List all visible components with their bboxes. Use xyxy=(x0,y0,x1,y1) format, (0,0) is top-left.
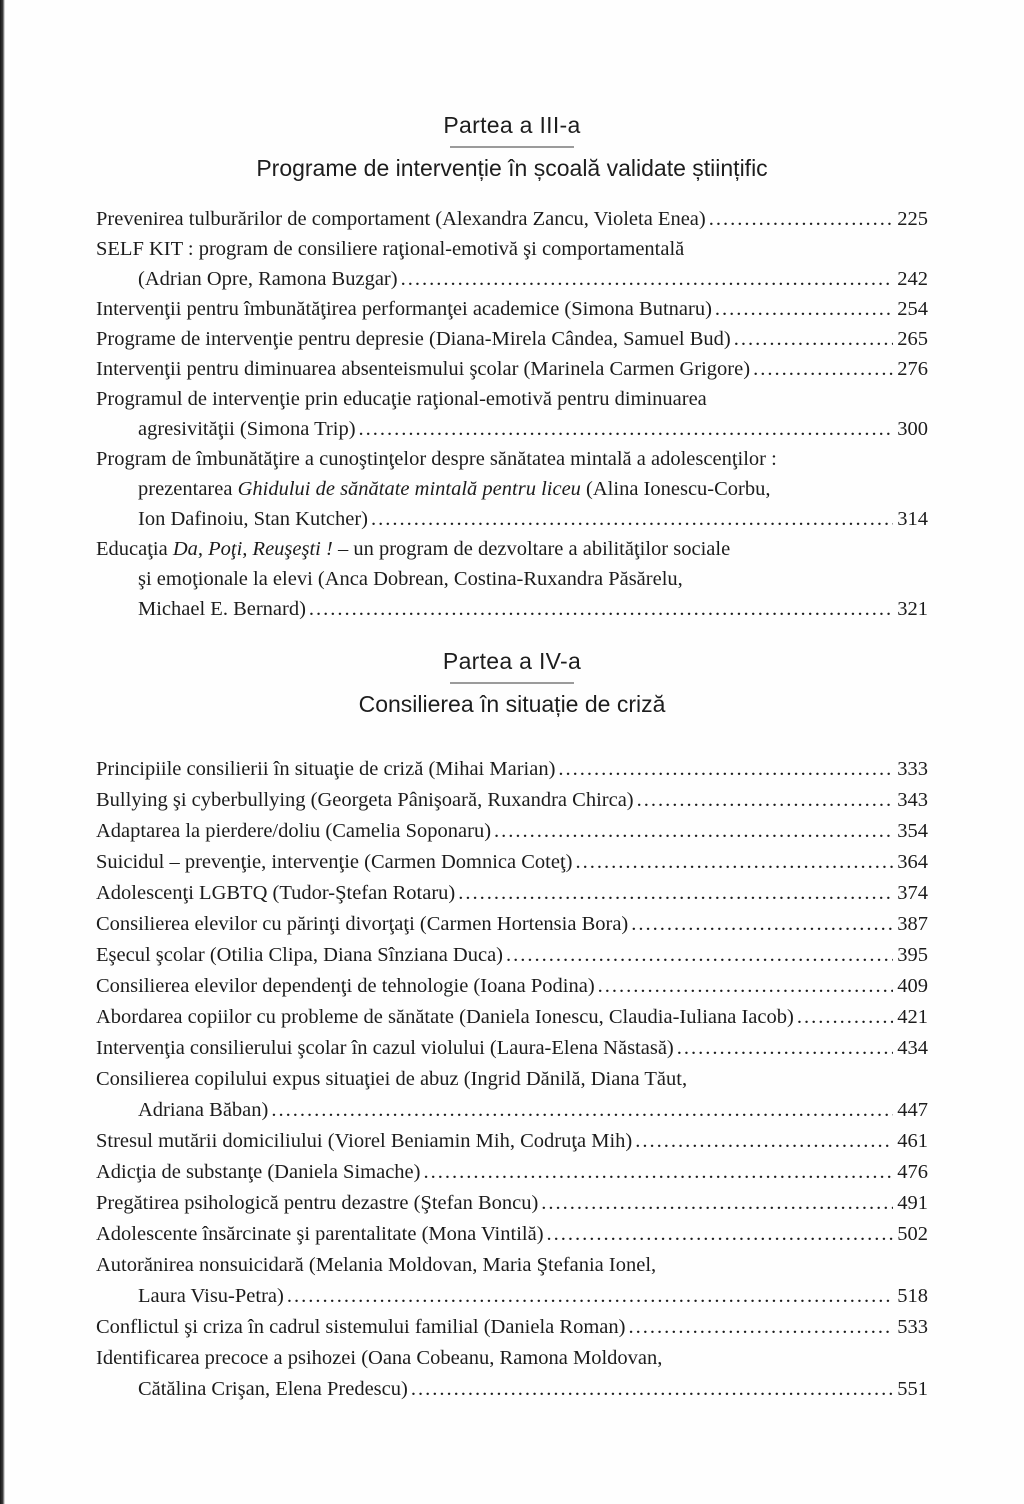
toc-entry-text xyxy=(96,1254,656,1276)
page-number: 447 xyxy=(897,1099,928,1121)
page-number: 387 xyxy=(897,913,928,935)
toc-entry-line xyxy=(96,940,928,971)
page-number: 321 xyxy=(897,598,928,620)
dot-leader xyxy=(411,1374,893,1405)
toc-entry-line xyxy=(96,414,928,444)
toc-entry-text xyxy=(138,264,398,294)
toc-entry-line xyxy=(96,1250,928,1281)
toc-entry-text xyxy=(96,847,573,878)
dot-leader xyxy=(423,1157,893,1188)
toc-entry-text-segment: Conflictul şi criza în cadrul sistemului familial (Daniela Roman) xyxy=(96,1316,626,1338)
page-number: 551 xyxy=(897,1378,928,1400)
dot-leader xyxy=(309,594,893,624)
toc-entry-text-segment: Michael E. Bernard) xyxy=(138,598,306,620)
toc-entry xyxy=(96,816,928,847)
section-part-4 xyxy=(96,648,928,1405)
toc-entry xyxy=(96,354,928,384)
heading-underline-rule xyxy=(450,146,574,148)
dot-leader xyxy=(506,940,893,971)
page-number: 518 xyxy=(897,1285,928,1307)
toc-entry-text xyxy=(96,538,730,560)
toc-entry-text-segment: agresivităţii (Simona Trip) xyxy=(138,418,356,440)
page-number: 533 xyxy=(897,1316,928,1338)
page-number: 409 xyxy=(897,975,928,997)
page-number: 333 xyxy=(897,758,928,780)
toc-entry-text xyxy=(138,594,306,624)
page-number: 364 xyxy=(897,851,928,873)
dot-leader xyxy=(576,847,894,878)
toc-entry-text-segment: Adolescente însărcinate şi parentalitate (Mona Vintilă) xyxy=(96,1223,544,1245)
toc-entry xyxy=(96,940,928,971)
dot-leader xyxy=(371,504,893,534)
toc-entries-part-3 xyxy=(96,204,928,624)
toc-entry-text xyxy=(96,816,491,847)
toc-entry xyxy=(96,1033,928,1064)
toc-entry-line xyxy=(96,754,928,785)
toc-entry-text-segment: Stresul mutării domiciliului (Viorel Beniamin Mih, Codruţa Mih) xyxy=(96,1130,633,1152)
toc-entry xyxy=(96,204,928,234)
toc-entry-text xyxy=(96,940,503,971)
toc-entry xyxy=(96,1312,928,1343)
toc-entry-text xyxy=(96,204,706,234)
page-number: 254 xyxy=(897,298,928,320)
toc-entry-text-segment: Consilierea copilului expus situaţiei de abuz (Ingrid Dănilă, Diana Tăut, xyxy=(96,1068,688,1090)
toc-entry-line xyxy=(96,204,928,234)
toc-entry-text-segment: Consilierea elevilor dependenţi de tehnologie (Ioana Podina) xyxy=(96,975,595,997)
page-number: 265 xyxy=(897,328,928,350)
toc-entry-text-segment: Programe de intervenţie pentru depresie (Diana-Mirela Cândea, Samuel Bud) xyxy=(96,328,731,350)
dot-leader xyxy=(677,1033,893,1064)
toc-entry-text xyxy=(138,414,356,444)
toc-entry-text xyxy=(138,568,683,590)
page-number: 314 xyxy=(897,508,928,530)
toc-entry-line xyxy=(96,264,928,294)
toc-entry-line xyxy=(96,1126,928,1157)
toc-entry-text-segment: Consilierea elevilor cu părinţi divorţaţi (Carmen Hortensia Bora) xyxy=(96,913,629,935)
toc-entry-line xyxy=(96,1095,928,1126)
toc-entry-text-segment: Program de îmbunătăţire a cunoştinţelor despre sănătatea mintală a adolescenţilor : xyxy=(96,448,777,470)
page-number: 461 xyxy=(897,1130,928,1152)
toc-entry-text-segment: Principiile consilierii în situaţie de criză (Mihai Marian) xyxy=(96,758,556,780)
page-number: 476 xyxy=(897,1161,928,1183)
toc-entry-text xyxy=(96,324,731,354)
dot-leader xyxy=(458,878,893,909)
toc-entry-line xyxy=(96,354,928,384)
toc-entry xyxy=(96,1188,928,1219)
toc-entry-line xyxy=(96,878,928,909)
toc-entry xyxy=(96,754,928,785)
toc-entry-line xyxy=(96,1343,928,1374)
toc-entry-line xyxy=(96,1219,928,1250)
page-number: 395 xyxy=(897,944,928,966)
toc-entry-text xyxy=(96,1002,794,1033)
toc-entry xyxy=(96,1219,928,1250)
toc-entry-text xyxy=(96,1068,687,1090)
toc-entry-text-segment: – un program de dezvoltare a abilităţilor sociale xyxy=(332,538,731,560)
toc-entry-text-segment: Suicidul – prevenţie, intervenţie (Carmen Domnica Coteţ) xyxy=(96,851,573,873)
toc-entry-line xyxy=(96,474,928,504)
dot-leader xyxy=(359,414,894,444)
toc-entry-text-segment: Adicţia de substanţe (Daniela Simache) xyxy=(96,1161,421,1183)
toc-entry xyxy=(96,444,928,534)
toc-entry-text-segment: Adaptarea la pierdere/doliu (Camelia Soponaru) xyxy=(96,820,492,842)
toc-entry-text xyxy=(138,1281,284,1312)
toc-entry-text-segment: prezentarea xyxy=(138,478,238,500)
toc-entry xyxy=(96,878,928,909)
toc-entry xyxy=(96,294,928,324)
toc-entry-text-segment: (Alina Ionescu-Corbu, xyxy=(580,478,771,500)
toc-entry-text xyxy=(96,1033,674,1064)
toc-entry-line xyxy=(96,1312,928,1343)
toc-entry-text xyxy=(96,294,712,324)
dot-leader xyxy=(598,971,894,1002)
toc-entry-text-segment: SELF KIT : program de consiliere raţional-emotivă şi comportamentală xyxy=(96,238,685,260)
page-number: 276 xyxy=(897,358,928,380)
toc-entry-line xyxy=(96,1033,928,1064)
toc-entry-line xyxy=(96,534,928,564)
dot-leader xyxy=(541,1188,893,1219)
dot-leader xyxy=(715,294,893,324)
toc-entry xyxy=(96,534,928,624)
toc-entry-line xyxy=(96,1374,928,1405)
toc-entry-text-segment: Educaţia xyxy=(96,538,173,560)
toc-entry xyxy=(96,384,928,444)
toc-entry-text xyxy=(96,971,595,1002)
toc-entry-text-segment: Laura Visu-Petra) xyxy=(138,1285,284,1307)
toc-entry-text xyxy=(96,1312,625,1343)
toc-entry xyxy=(96,1064,928,1126)
toc-entry-line xyxy=(96,384,928,414)
dot-leader xyxy=(547,1219,894,1250)
heading-underline-rule xyxy=(450,682,574,684)
toc-entry-text-italic: Da, Poţi, Reuşeşti ! xyxy=(172,538,333,560)
page-number: 434 xyxy=(897,1037,928,1059)
toc-entry-text xyxy=(138,1374,408,1405)
toc-entry-text-segment: Intervenţia consilierului şcolar în cazul violului (Laura-Elena Năstasă) xyxy=(96,1037,674,1059)
toc-entry-text-segment: Bullying şi cyberbullying (Georgeta Pânişoară, Ruxandra Chirca) xyxy=(96,789,634,811)
toc-entry xyxy=(96,234,928,294)
section-part-3 xyxy=(96,112,928,624)
toc-entry xyxy=(96,324,928,354)
toc-entry-text-segment: Intervenţii pentru îmbunătăţirea performanţei academice (Simona Butnaru) xyxy=(96,298,712,320)
toc-entry-line xyxy=(96,1064,928,1095)
toc-entry-text-segment: Intervenţii pentru diminuarea absenteismului şcolar (Marinela Carmen Grigore) xyxy=(96,358,751,380)
toc-entry-text-segment: şi emoţionale la elevi (Anca Dobrean, Costina-Ruxandra Păsărelu, xyxy=(138,568,683,590)
toc-entry-line xyxy=(96,785,928,816)
toc-entry-line xyxy=(96,1188,928,1219)
toc-entry-text xyxy=(96,1347,662,1369)
toc-entry-line xyxy=(96,324,928,354)
scan-gutter-edge xyxy=(0,0,5,1504)
toc-entry xyxy=(96,1250,928,1312)
page-number: 343 xyxy=(897,789,928,811)
toc-entry-line xyxy=(96,594,928,624)
toc-entry-text xyxy=(96,448,777,470)
toc-entry-text-segment: Adolescenţi LGBTQ (Tudor-Ştefan Rotaru) xyxy=(96,882,456,904)
page-number: 354 xyxy=(897,820,928,842)
dot-leader xyxy=(631,909,893,940)
part-3-heading: Partea a III-a xyxy=(443,112,581,138)
toc-entry-text xyxy=(96,878,455,909)
toc-entry-text xyxy=(96,354,750,384)
part-4-heading: Partea a IV-a xyxy=(442,648,582,674)
toc-entry-line xyxy=(96,1281,928,1312)
dot-leader xyxy=(734,324,894,354)
dot-leader xyxy=(797,1002,893,1033)
page-number: 300 xyxy=(897,418,928,440)
page-number: 374 xyxy=(897,882,928,904)
toc-entry-line xyxy=(96,909,928,940)
toc-entry-text xyxy=(96,1188,538,1219)
toc-entry-line xyxy=(96,564,928,594)
toc-entry-text xyxy=(138,478,771,500)
toc-entry-text xyxy=(96,909,628,940)
toc-entry-text-segment: Programul de intervenţie prin educaţie raţional-emotivă pentru diminuarea xyxy=(96,388,707,410)
toc-entry-text-segment: (Adrian Opre, Ramona Buzgar) xyxy=(138,268,398,290)
dot-leader xyxy=(494,816,893,847)
toc-entry-text-segment: Abordarea copiilor cu probleme de sănătate (Daniela Ionescu, Claudia-Iuliana Iacob) xyxy=(96,1006,794,1028)
toc-entry-text xyxy=(138,504,368,534)
toc-entry-text xyxy=(96,1219,544,1250)
toc-entry-text-segment: Cătălina Crişan, Elena Predescu) xyxy=(138,1378,408,1400)
toc-entry-text-segment: Ion Dafinoiu, Stan Kutcher) xyxy=(138,508,368,530)
toc-entry-line xyxy=(96,816,928,847)
dot-leader xyxy=(401,264,894,294)
toc-entry-text xyxy=(96,1157,420,1188)
toc-entry-line xyxy=(96,847,928,878)
toc-entry-text xyxy=(96,785,634,816)
toc-entry-text-segment: Pregătirea psihologică pentru dezastre (Ştefan Boncu) xyxy=(96,1192,539,1214)
page-number: 502 xyxy=(897,1223,928,1245)
dot-leader xyxy=(287,1281,893,1312)
dot-leader xyxy=(635,1126,893,1157)
toc-entry-text-segment: Identificarea precoce a psihozei (Oana Cobeanu, Ramona Moldovan, xyxy=(96,1347,663,1369)
toc-entry xyxy=(96,1126,928,1157)
part-3-subtitle: Programe de intervenție în școală validate științific xyxy=(256,155,768,181)
toc-entry-text xyxy=(96,754,555,785)
toc-entry-line xyxy=(96,294,928,324)
dot-leader xyxy=(637,785,894,816)
dot-leader xyxy=(628,1312,893,1343)
dot-leader xyxy=(709,204,894,234)
toc-entry-text xyxy=(138,1095,268,1126)
toc-entry-line xyxy=(96,444,928,474)
toc-entry-text xyxy=(96,238,684,260)
dot-leader xyxy=(753,354,893,384)
toc-entry-text-segment: Adriana Băban) xyxy=(138,1099,269,1121)
toc-entry-text-segment: Eşecul şcolar (Otilia Clipa, Diana Sînziana Duca) xyxy=(96,944,504,966)
toc-entry xyxy=(96,847,928,878)
toc-entry-line xyxy=(96,971,928,1002)
toc-entry-line xyxy=(96,1157,928,1188)
toc-entry xyxy=(96,909,928,940)
toc-entry-text-italic: Ghidului de sănătate mintală pentru liceu xyxy=(237,478,581,500)
toc-entries-part-4 xyxy=(96,754,928,1405)
toc-entry xyxy=(96,1002,928,1033)
page-number: 491 xyxy=(897,1192,928,1214)
toc-entry-text xyxy=(96,388,707,410)
page-number: 421 xyxy=(897,1006,928,1028)
toc-entry-text-segment: Autorănirea nonsuicidară (Melania Moldovan, Maria Ştefania Ionel, xyxy=(96,1254,657,1276)
part-4-subtitle: Consilierea în situație de criză xyxy=(358,691,666,717)
toc-entry-text xyxy=(96,1126,632,1157)
toc-entry-line xyxy=(96,1002,928,1033)
dot-leader xyxy=(271,1095,893,1126)
page-number: 225 xyxy=(897,208,928,230)
toc-entry xyxy=(96,1157,928,1188)
toc-entry xyxy=(96,971,928,1002)
toc-entry-line xyxy=(96,234,928,264)
page-number: 242 xyxy=(897,268,928,290)
toc-entry xyxy=(96,1343,928,1405)
toc-entry-text-segment: Prevenirea tulburărilor de comportament (Alexandra Zancu, Violeta Enea) xyxy=(96,208,706,230)
toc-entry xyxy=(96,785,928,816)
dot-leader xyxy=(558,754,893,785)
toc-entry-line xyxy=(96,504,928,534)
